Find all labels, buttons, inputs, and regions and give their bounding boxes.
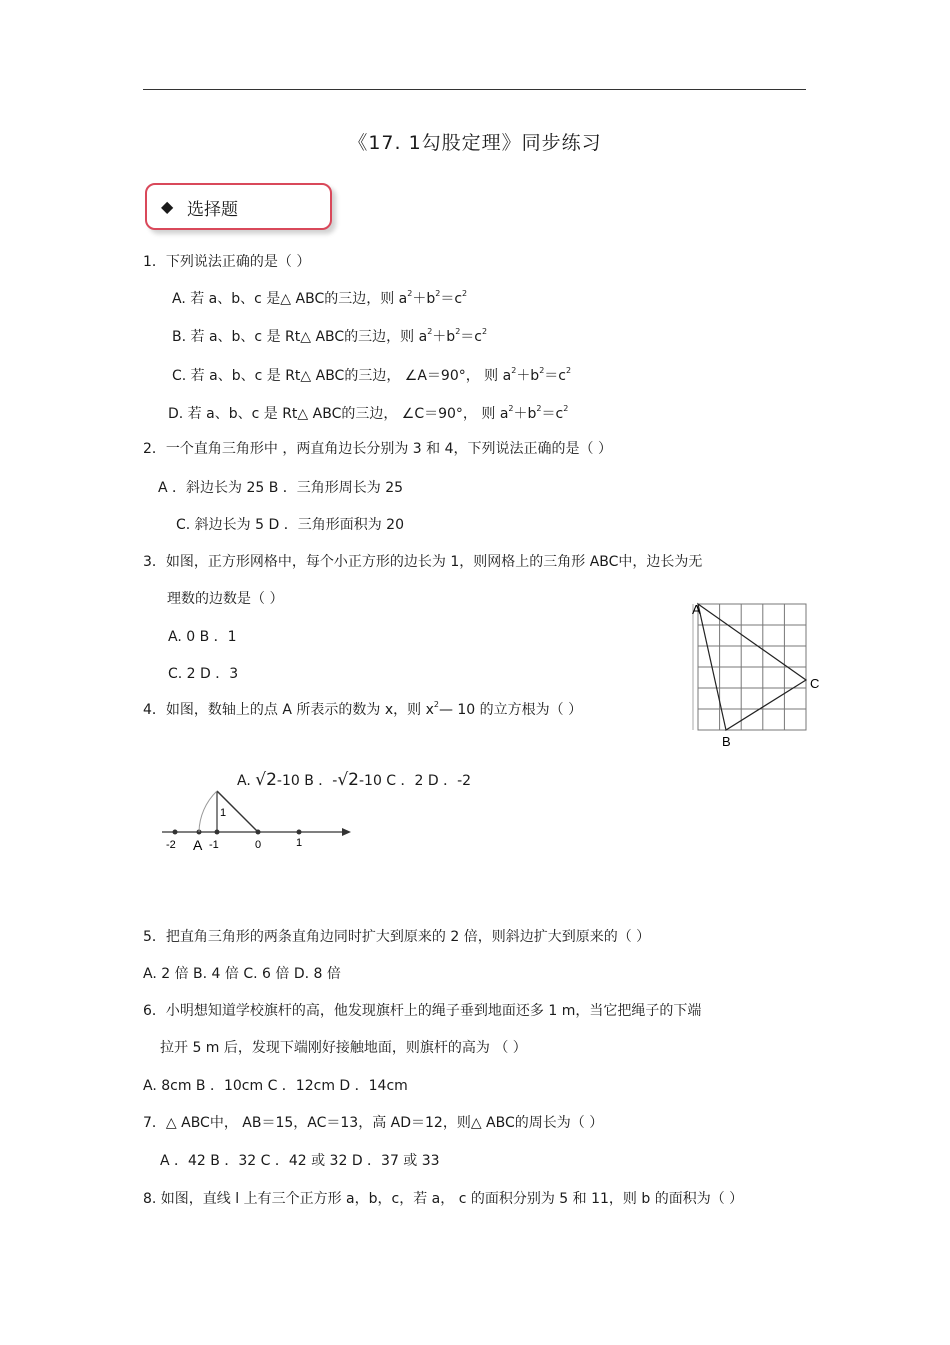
q4-options: A. √2-10 B ．-√2-10 C ．2 D ．-2 <box>237 770 472 790</box>
q7-stem: 7．△ ABC中， AB＝15，AC＝13，高 AD＝12，则△ ABC的周长为（ ） <box>143 1115 604 1131</box>
page-title: 《17. 1勾股定理》同步练习 <box>348 132 602 154</box>
q3-options-cd: C. 2 D ．3 <box>168 666 239 682</box>
q2-options-cd: C. 斜边长为 5 D ．三角形面积为 20 <box>176 517 404 533</box>
q3-label-c: C <box>810 676 820 691</box>
q8-stem: 8. 如图，直线 l 上有三个正方形 a，b，c，若 a， c 的面积分别为 5 和 11，则 b 的面积为（ ） <box>143 1191 744 1207</box>
q6-stem-line1: 6．小明想知道学校旗杆的高，他发现旗杆上的绳子垂到地面还多 1 m，当它把绳子的下端 <box>143 1003 702 1019</box>
axis-point-a: A <box>193 837 203 853</box>
axis-tick-zero: 0 <box>255 839 262 851</box>
q3-label-b: B <box>722 734 731 749</box>
axis-side-label: 1 <box>220 807 227 819</box>
section-label: 选择题 <box>187 200 238 220</box>
q5-options: A. 2 倍 B. 4 倍 C. 6 倍 D. 8 倍 <box>143 966 341 982</box>
header-rule <box>143 89 806 90</box>
q1-option-d: D. 若 a、b、c 是 Rt△ ABC的三边， ∠C＝90°， 则 $a^2+b^2=c^2$ <box>168 404 569 422</box>
axis-tick-neg2: -2 <box>166 839 176 851</box>
q1-stem: 1．下列说法正确的是（ ） <box>143 254 311 270</box>
q1-option-b: B. 若 a、b、c 是 Rt△ ABC的三边，则 $a^2+b^2=c^2$ <box>172 327 488 345</box>
q2-options-ab: A ．斜边长为 25 B ．三角形周长为 25 <box>158 480 404 496</box>
section-header <box>145 183 332 230</box>
axis-tick-one: 1 <box>296 837 303 849</box>
q3-grid-figure <box>690 600 825 750</box>
q4-stem: 4．如图，数轴上的点 A 所表示的数为 x，则 $x^2—$ 10 的立方根为（ ） <box>143 700 583 718</box>
q4-number-line <box>158 785 358 855</box>
q3-label-a: A <box>692 602 701 617</box>
q2-stem: 2．一个直角三角形中 ，两直角边长分别为 3 和 4，下列说法正确的是（ ） <box>143 441 612 457</box>
q3-stem-line2: 理数的边数是（ ） <box>167 591 284 607</box>
q6-stem-line2: 拉开 5 m 后，发现下端刚好接触地面，则旗杆的高为 （ ） <box>160 1040 527 1056</box>
q7-options: A ．42 B ．32 C ．42 或 32 D ．37 或 33 <box>160 1153 440 1169</box>
sqrt-symbol: √2 <box>255 770 277 790</box>
q6-options: A. 8cm B ．10cm C ．12cm D ．14cm <box>143 1078 408 1094</box>
q5-stem: 5．把直角三角形的两条直角边同时扩大到原来的 2 倍，则斜边扩大到原来的（ ） <box>143 929 651 945</box>
q3-stem-line1: 3．如图，正方形网格中，每个小正方形的边长为 1，则网格上的三角形 ABC中，边长为无 <box>143 554 703 570</box>
axis-tick-neg1: -1 <box>209 839 219 851</box>
q3-options-ab: A. 0 B ．1 <box>168 629 237 645</box>
q1-option-a: A. 若 a、b、c 是△ ABC的三边，则 $a^2+b^2=c^2$ <box>172 289 468 307</box>
sqrt-symbol: √2 <box>337 770 359 790</box>
q1-option-c: C. 若 a、b、c 是 Rt△ ABC的三边， ∠A＝90°， 则 $a^2+b^2=c^2$ <box>172 366 572 384</box>
diamond-icon: ◆ <box>161 197 174 216</box>
